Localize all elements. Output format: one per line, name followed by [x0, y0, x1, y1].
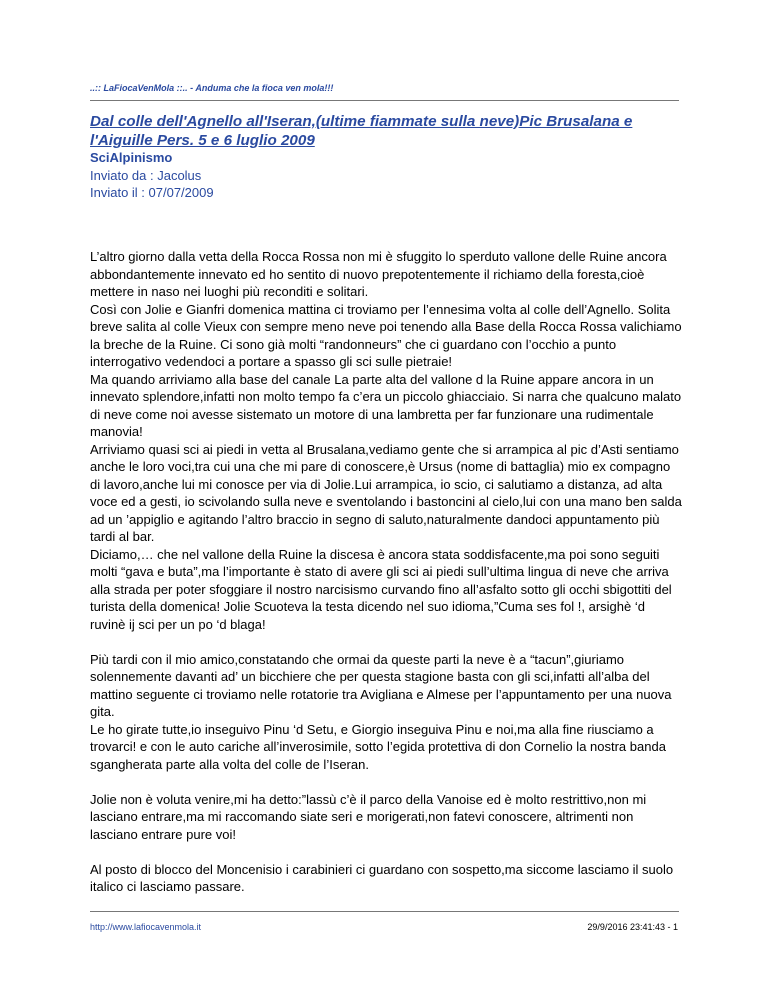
article-paragraph: Jolie non è voluta venire,mi ha detto:”lassù c’è il parco della Vanoise ed è molto restrittivo,non mi lasciano entrare,ma mi raccomando siate seri e morigerati,non fatevi conoscere, altrimenti non lasciano entrare pure voi! — [90, 791, 647, 842]
article-category: SciAlpinismo — [90, 150, 173, 165]
article-body — [90, 248, 682, 913]
article-date: Inviato il : 07/07/2009 — [90, 185, 214, 200]
article-paragraph: Al posto di blocco del Moncenisio i carabinieri ci guardano con sospetto,ma siccome lasciamo il suolo italico ci lasciamo passare. — [90, 861, 674, 894]
site-header-tag: ..:: LaFiocaVenMola ::.. - Anduma che la fioca ven mola!!! — [90, 83, 334, 93]
footer-site-link[interactable]: http://www.lafiocavenmola.it — [90, 922, 202, 932]
footer-timestamp-page: 29/9/2016 23:41:43 - 1 — [587, 922, 678, 932]
header-divider — [90, 100, 679, 101]
article-title-link[interactable]: Dal colle dell'Agnello all'Iseran,(ultime fiammate sulla neve)Pic Brusalana e l'Aiguille Pers. 5 e 6 luglio 2009 — [90, 113, 633, 149]
footer-divider — [90, 911, 679, 912]
article-paragraph: Più tardi con il mio amico,constatando che ormai da queste parti la neve è a “tacun”,giuriamo solennemente davanti ad’ un bicchiere che per questa stagione basta con gli sci,infatti all’alba del mattino seguente ci troviamo nelle rotatorie tra Avigliana e Almese per l’appuntamento per una nuova gita. Le ho girate tutte,io inseguivo Pinu ‘d Setu, e Giorgio inseguiva Pinu e noi,ma alla fine riusciamo a trovarci! e con le auto cariche all’inverosimile, sotto l’egida protettiva di don Cornelio la nostra banda sgangherata parte alla volta del colle de l’Iseran. — [90, 651, 672, 772]
article-paragraph: L’altro giorno dalla vetta della Rocca Rossa non mi è sfuggito lo sperduto vallone delle Ruine ancora abbondantemente innevato ed ho sentito di nuovo prepotentemente il richiamo della foresta,cioè mettere in naso nei luoghi più reconditi e solitari. Così con Jolie e Gianfri domenica mattina ci troviamo per l’ennesima volta al colle dell’Agnello. Solita breve salita al colle Vieux con sempre meno neve poi tenendo alla Base della Rocca Rossa valichiamo la breche de la Ruine. Ci sono già molti “randonneurs” che ci guardano con l’occhio a punto interrogativo vedendoci a portare a spasso gli sci sulle pietraie! Ma quando arriviamo alla base del canale La parte alta del vallone d la Ruine appare ancora in un innevato splendore,infatti non molto tempo fa c’era un piccolo ghiacciaio. Si narra che qualcuno malato di neve come noi avesse sistemato un motore di una lambretta per far funzionare una rudimentale manovia! Arriviamo quasi sci ai piedi in vetta al Brusalana,vediamo gente che si arrampica al pic d’Asti sentiamo anche le loro voci,tra cui una che mi pare di conoscere,è Ursus (nome di battaglia) mio ex compagno di lavoro,anche lui mi conosce per via di Jolie.Lui arrampica, io scio, ci salutiamo a distanza, ad alta voce ed a gesti, io scivolando sulla neve e sventolando i bastoncini al cielo,lui con una mano ben salda ad un ’appiglio e agitando l’altro braccio in segno di saluto,naturalmente dandoci appuntamento più tardi al bar. Diciamo,… che nel vallone della Ruine la discesa è ancora stata soddisfacente,ma poi sono seguiti molti “gava e buta”,ma l’importante è stato di avere gli sci ai piedi sull’ultima lingua di neve che arriva alla strada per poter sfoggiare il nostro narcisismo curvando fino all’asfalto sotto gli occhi sbigottiti del turista della domenica! Jolie Scuoteva la testa dicendo nel suo idioma,”Cuma ses fol !, arsighè ‘d ruvinè ij sci per un po ‘d blaga! — [90, 249, 682, 632]
article-author: Inviato da : Jacolus — [90, 168, 202, 183]
